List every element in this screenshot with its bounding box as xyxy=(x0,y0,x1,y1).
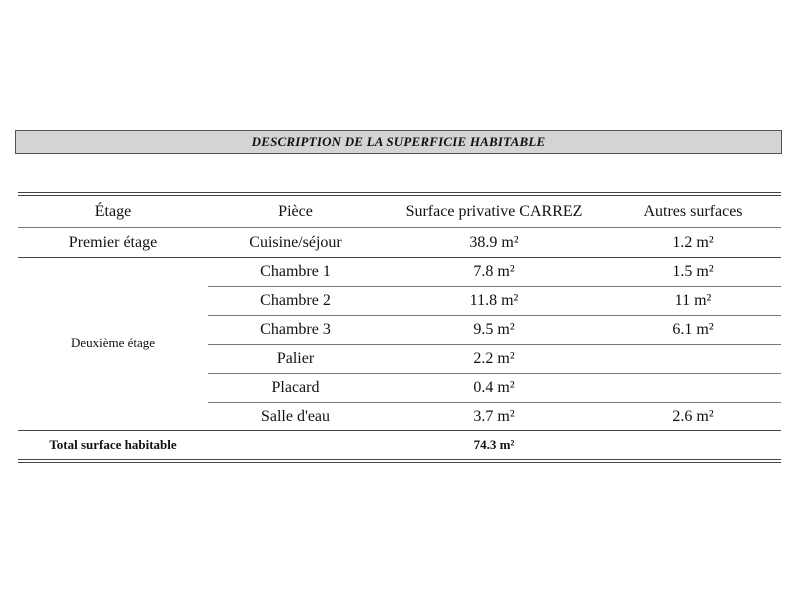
table-row-carrez: 3.7 m² xyxy=(473,407,515,425)
table-row-carrez: 9.5 m² xyxy=(473,321,515,338)
total-top-rule xyxy=(18,430,781,431)
table-row-room: Cuisine/séjour xyxy=(249,233,342,251)
total-label: Total surface habitable xyxy=(49,437,177,452)
table-row-other: 1.5 m² xyxy=(672,263,714,280)
section-title: DESCRIPTION DE LA SUPERFICIE HABITABLE xyxy=(15,130,782,154)
table-row-carrez: 0.4 m² xyxy=(473,379,515,396)
header-carrez: Surface privative CARREZ xyxy=(405,203,583,220)
table-top-rule xyxy=(18,192,781,193)
cell-floor-premier: Premier étage xyxy=(68,233,158,251)
table-row-room: Chambre 1 xyxy=(260,263,331,280)
table-row-other: 6.1 m² xyxy=(672,321,714,338)
table-row-other xyxy=(605,374,781,402)
header-floor: Étage xyxy=(94,203,132,220)
table-row-other: 11 m² xyxy=(674,292,712,309)
total-value: 74.3 m² xyxy=(473,437,515,452)
table-bottom-rule-2 xyxy=(18,462,781,463)
table-row-other: 2.6 m² xyxy=(672,407,714,425)
header-other: Autres surfaces xyxy=(643,203,743,220)
table-row-carrez: 2.2 m² xyxy=(473,350,515,367)
header-rule xyxy=(18,227,781,228)
table-row-room: Palier xyxy=(276,350,315,367)
table-row-room: Chambre 3 xyxy=(260,321,331,338)
table-row-room: Placard xyxy=(271,379,320,396)
table-row-room: Salle d'eau xyxy=(260,407,331,425)
header-room: Pièce xyxy=(278,203,313,220)
cell-floor-deuxieme: Deuxième étage xyxy=(70,335,156,350)
table-bottom-rule xyxy=(18,459,781,460)
table-row-carrez: 38.9 m² xyxy=(469,233,519,251)
table-top-rule-2 xyxy=(18,195,781,196)
table-row-carrez: 11.8 m² xyxy=(469,292,519,309)
table-row-room: Chambre 2 xyxy=(260,292,331,309)
table-row-carrez: 7.8 m² xyxy=(473,263,515,280)
table-row-other: 1.2 m² xyxy=(672,233,714,251)
table-row-other xyxy=(605,345,781,373)
